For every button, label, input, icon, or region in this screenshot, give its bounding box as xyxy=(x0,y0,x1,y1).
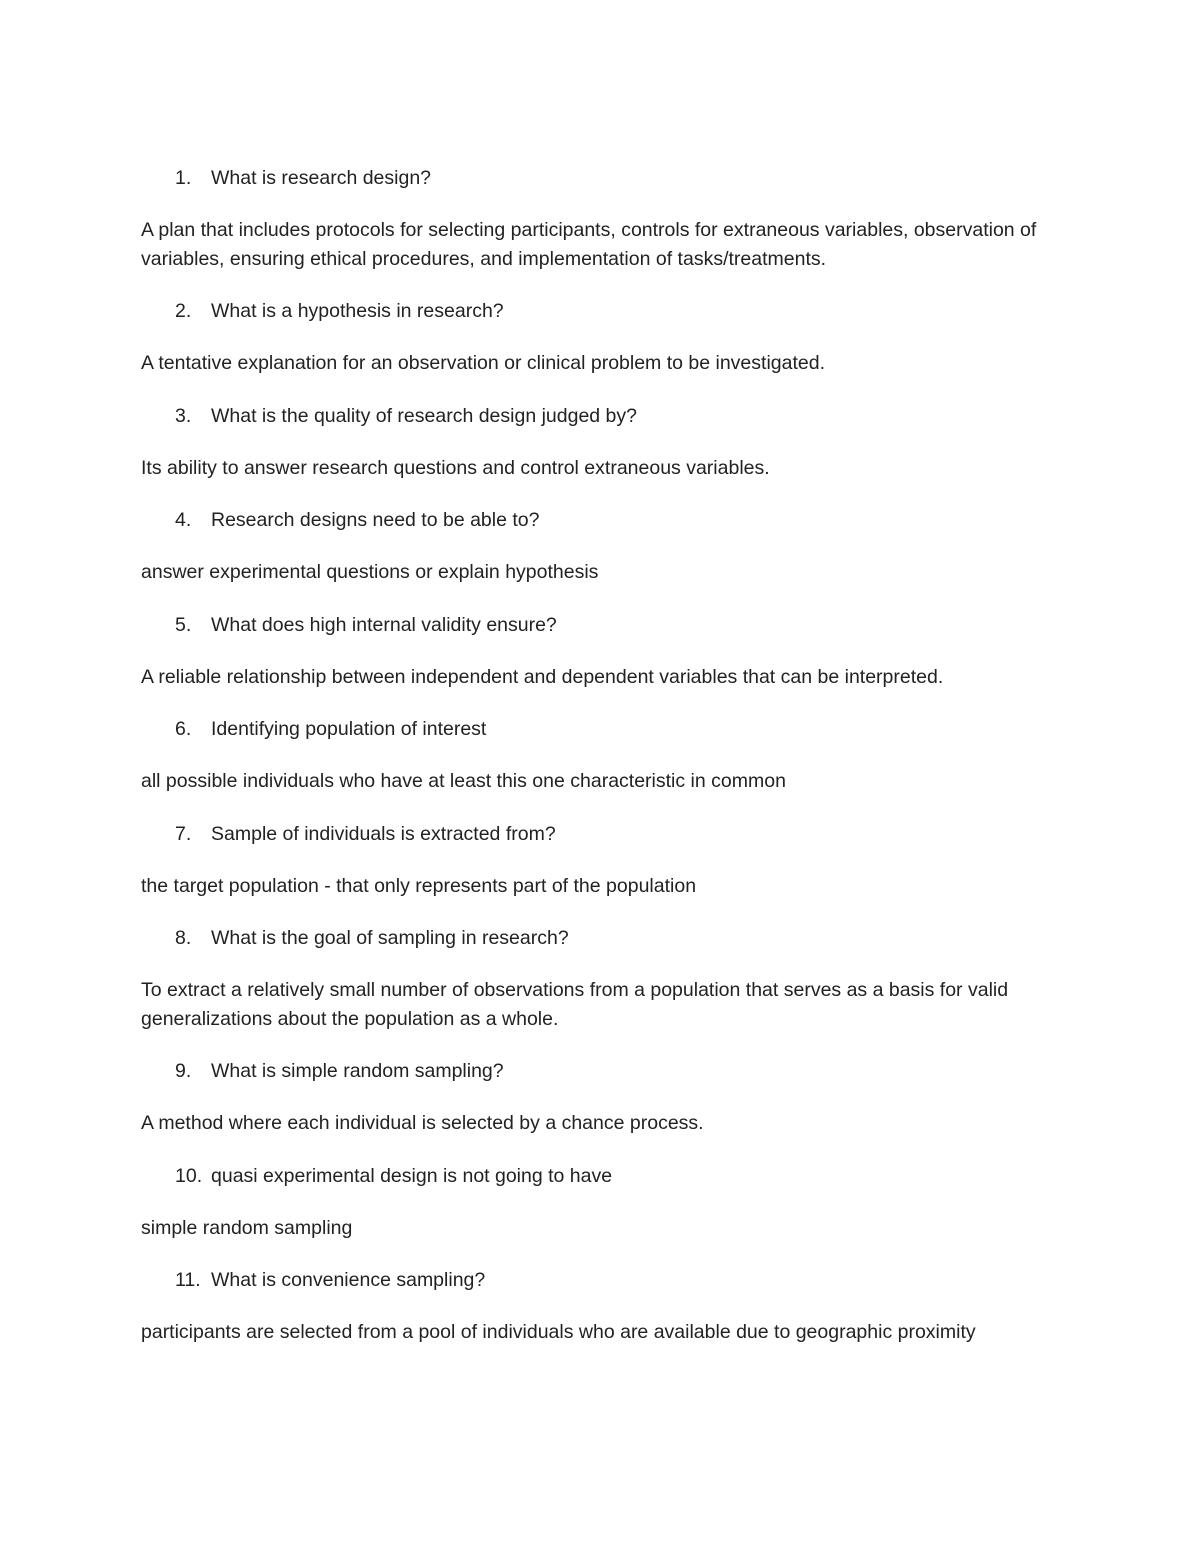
question-number: 3. xyxy=(175,404,192,427)
qa-item xyxy=(141,715,1071,796)
question-number: 7. xyxy=(175,822,192,845)
qa-list xyxy=(141,164,1071,1371)
question xyxy=(141,715,1071,743)
answer-text: participants are selected from a pool of individuals who are available due to geographic proximity xyxy=(141,1321,976,1343)
answer-text: all possible individuals who have at least this one characteristic in common xyxy=(141,770,786,792)
answer-text: Its ability to answer research questions and control extraneous variables. xyxy=(141,456,770,479)
question-text: Identifying population of interest xyxy=(211,718,487,740)
answer-text: A method where each individual is selected by a chance process. xyxy=(141,1112,704,1134)
question-text: What is a hypothesis in research? xyxy=(211,300,504,322)
question xyxy=(141,611,1071,639)
question-text: What is the quality of research design judged by? xyxy=(211,404,638,427)
qa-item xyxy=(141,402,1071,483)
answer-text: simple random sampling xyxy=(141,1216,353,1239)
question-number: 4. xyxy=(175,509,192,531)
question xyxy=(141,1266,1071,1294)
qa-item xyxy=(141,164,1071,273)
answer-text: the target population - that only represents part of the population xyxy=(141,874,697,897)
question xyxy=(141,1057,1071,1085)
qa-item xyxy=(141,611,1071,692)
answer-text: answer experimental questions or explain hypothesis xyxy=(141,561,599,583)
question xyxy=(141,297,1071,325)
question-text: Sample of individuals is extracted from? xyxy=(211,822,556,845)
question-number: 8. xyxy=(175,927,192,949)
question-text: What is simple random sampling? xyxy=(211,1060,504,1082)
answer-text: A tentative explanation for an observation or clinical problem to be investigated. xyxy=(141,352,825,374)
question xyxy=(141,1162,1071,1190)
qa-item xyxy=(141,820,1071,901)
answer-text: A plan that includes protocols for selecting participants, controls for extraneous variables, observation of variables, ensuring ethical procedures, and implementation of tasks/treatments. xyxy=(141,219,1037,270)
question xyxy=(141,924,1071,952)
qa-item xyxy=(141,1266,1071,1347)
answer-text: A reliable relationship between independent and dependent variables that can be interpreted. xyxy=(141,665,944,688)
question-number: 1. xyxy=(175,167,192,189)
question-text: What does high internal validity ensure? xyxy=(211,613,557,636)
question-text: Research designs need to be able to? xyxy=(211,509,540,531)
question xyxy=(141,164,1071,192)
answer-text: To extract a relatively small number of observations from a population that serves as a basis for valid generalizations about the population as a whole. xyxy=(141,979,1009,1030)
qa-item xyxy=(141,1057,1071,1138)
qa-item xyxy=(141,1162,1071,1243)
question-number: 10. xyxy=(175,1164,203,1187)
question-text: What is the goal of sampling in research? xyxy=(211,927,569,949)
question-text: What is convenience sampling? xyxy=(211,1269,486,1291)
qa-item xyxy=(141,506,1071,587)
question-number: 5. xyxy=(175,613,192,636)
qa-item xyxy=(141,297,1071,378)
question-number: 11. xyxy=(175,1269,201,1291)
question-number: 2. xyxy=(175,300,192,322)
question xyxy=(141,506,1071,534)
question-text: quasi experimental design is not going to have xyxy=(211,1164,613,1187)
question-number: 9. xyxy=(175,1060,192,1082)
question xyxy=(141,402,1071,430)
question-text: What is research design? xyxy=(211,167,432,189)
question-number: 6. xyxy=(175,718,192,740)
question xyxy=(141,820,1071,848)
qa-item xyxy=(141,924,1071,1033)
